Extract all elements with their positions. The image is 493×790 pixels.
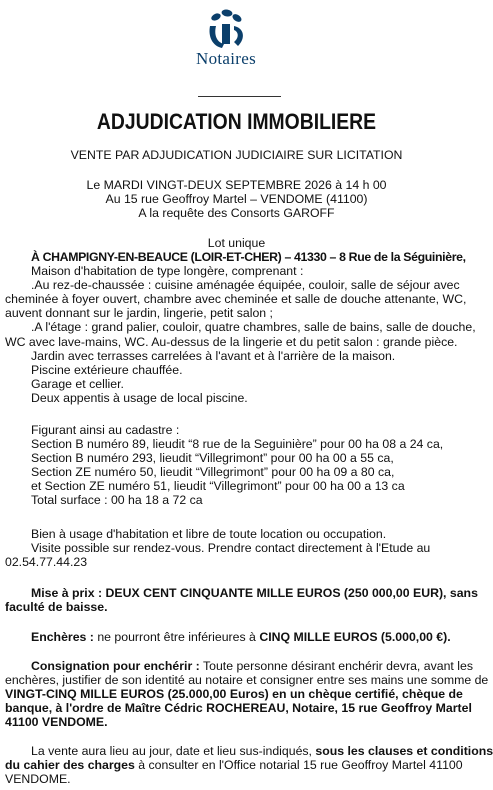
lot-description [5, 250, 476, 405]
deposit-amount: VINGT-CINQ MILLE EUROS (25.000,00 Euros) en un chèque certifié, chèque de [5, 687, 463, 702]
first-floor-line-1: .A l'étage : grand palier, couloir, quatre chambres, salle de bains, salle de douche, [31, 320, 476, 335]
cadastre-row: Section B numéro 89, lieudit “8 rue de la Seguinière” pour 00 ha 08 a 24 ca, [31, 437, 444, 452]
bids-block [5, 630, 467, 644]
cadastre-row: Section B numéro 293, lieudit “Villegrimont” pour 00 ha 00 a 55 ca, [31, 451, 394, 466]
lot-address: À CHAMPIGNY-EN-BEAUCE (LOIR-ET-CHER) – 41330 – 8 Rue de la Séguinière, [31, 250, 466, 264]
cadastre-intro: Figurant ainsi au cadastre : [31, 423, 180, 437]
occupancy-line-2: Visite possible sur rendez-vous. Prendre contact directement à l'Etude au [31, 541, 431, 556]
price-label: Mise à prix : [31, 586, 103, 600]
page-title: ADJUDICATION IMMOBILIERE [96, 109, 377, 134]
sale-location: Au 15 rue Geoffroy Martel – VENDOME (41100) [105, 192, 368, 207]
bids-amount: CINQ MILLE EUROS (5.000,00 €). [259, 630, 451, 644]
logo-text: Notaires [196, 49, 256, 68]
notaires-logo [186, 8, 266, 74]
sheds-line: Deux appentis à usage de local piscine. [31, 390, 248, 405]
lot-type: Maison d'habitation de type longère, comprenant : [31, 264, 304, 279]
garage-line: Garage et cellier. [31, 376, 124, 391]
first-floor-line-2: WC avec lave-mains, WC. Au-dessus de la lingerie et du petit salon : grande pièce. [5, 334, 458, 349]
deposit-text-1: Toute personne désirant enchérir devra, avant les [202, 659, 473, 673]
cadastre-total: Total surface : 00 ha 18 a 72 ca [31, 493, 203, 508]
ground-floor-line-1: .Au rez-de-chaussée : cuisine aménagée équipée, couloir, salle de séjour avec [31, 278, 460, 293]
price-amount: DEUX CENT CINQUANTE MILLE EUROS (250 000,00 EUR), sans [105, 586, 478, 600]
deposit-block [5, 659, 489, 730]
closing-text-3: VENDOME. [5, 772, 71, 787]
starting-price [5, 586, 478, 615]
sale-date: Le MARDI VINGT-DEUX SEPTEMBRE 2026 à 14 h 00 [86, 178, 387, 192]
occupancy-line-1: Bien à usage d'habitation et libre de toute location ou occupation. [31, 527, 387, 541]
closing-text-1: La vente aura lieu au jour, date et lieu sus-indiqués, [31, 744, 312, 758]
garden-line: Jardin avec terrasses carrelées à l'avant et à l'arrière de la maison. [31, 348, 396, 363]
separator-rule [198, 96, 281, 97]
closing-block [5, 744, 493, 787]
pool-line: Piscine extérieure chauffée. [31, 362, 183, 377]
price-note: faculté de baisse. [5, 600, 108, 615]
occupancy-block [5, 527, 467, 569]
cadastre-row: Section ZE numéro 50, lieudit “Villegrimont” pour 00 ha 09 a 80 ca, [31, 465, 395, 480]
occupancy-phone: 02.54.77.44.23 [5, 555, 88, 570]
deposit-payee: banque, à l'ordre de Maître Cédric ROCHEREAU, Notaire, 15 rue Geoffroy Martel [5, 701, 472, 716]
deposit-city: 41100 VENDOME. [5, 715, 108, 730]
sale-info [0, 178, 473, 220]
cadastre-block [5, 423, 467, 508]
deposit-label: Consignation pour enchérir : [31, 659, 200, 673]
closing-bold-2: du cahier des charges [5, 758, 135, 773]
bids-text: ne pourront être inférieures à [97, 630, 256, 644]
closing-bold-1: sous les clauses et conditions [315, 744, 493, 758]
ground-floor-line-2: cheminée à foyer ouvert, chambre avec cheminée et salle de douche attenante, WC, [5, 292, 467, 307]
sale-requester: A la requête des Consorts GAROFF [138, 206, 335, 221]
deposit-text-2: enchères, justifier de son identité au notaire et consigner entre ses mains une somme de [5, 673, 489, 688]
cadastre-row: et Section ZE numéro 51, lieudit “Villegrimont” pour 00 ha 00 a 13 ca [31, 479, 405, 494]
subtitle: VENTE PAR ADJUDICATION JUDICIAIRE SUR LICITATION [70, 148, 403, 162]
closing-text-2: à consulter en l'Office notarial 15 rue Geoffroy Martel 41100 [138, 758, 463, 773]
ground-floor-line-3: auvent donnant sur le jardin, lingerie, petit salon ; [5, 306, 273, 321]
notaires-emblem-icon [186, 8, 266, 54]
lot-heading: Lot unique [207, 236, 266, 250]
bids-label: Enchères : [31, 630, 94, 644]
